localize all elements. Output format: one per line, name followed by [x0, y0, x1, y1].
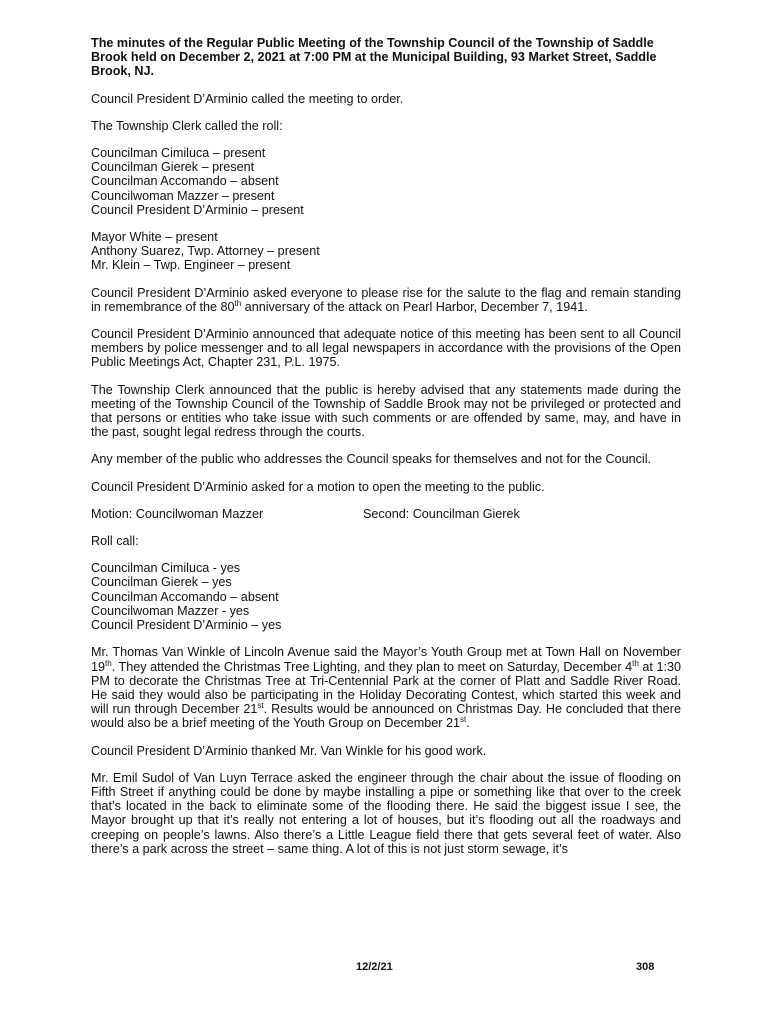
second-text: Second: Councilman Gierek [363, 506, 520, 521]
list-item: Councilman Accomando – absent [91, 589, 279, 604]
list-item: Council President D’Arminio – yes [91, 618, 282, 633]
notice-paragraph: Council President D’Arminio announced that adequate notice of this meeting has been sent to all Council members by police messenger and to all legal newspapers in accordance with the provisions of the Open Public Meetings Act, Chapter 231, P.L. 1975. [91, 327, 681, 370]
ordinal-suffix: th [234, 298, 242, 308]
roll-call-intro: The Township Clerk called the roll: [91, 118, 283, 133]
vote-list [91, 561, 681, 632]
vw-text-3: at 1:30 PM to decorate the Christmas Tree at Tri-Centennial Park at the corner of Platt and Saddle River Road. He said they would also be participating in the Holiday Decorating Contest, which started this week and will run through December 21 [91, 659, 682, 717]
open-public-paragraph: Council President D’Arminio asked for a motion to open the meeting to the public. [91, 479, 545, 494]
list-item: Anthony Suarez, Twp. Attorney – present [91, 244, 320, 259]
page-number: 308 [636, 961, 655, 973]
van-winkle-paragraph [91, 645, 681, 730]
list-item: Mr. Klein – Twp. Engineer – present [91, 258, 291, 273]
list-item: Council President D’Arminio – present [91, 202, 304, 217]
salute-text-a: Council President D’Arminio asked everyone to please rise for the salute to the flag and remain standing in remembrance of the 80 [91, 285, 681, 314]
list-item: Councilwoman Mazzer – present [91, 188, 275, 203]
sudol-paragraph: Mr. Emil Sudol of Van Luyn Terrace asked the engineer through the chair about the issue of flooding on Fifth Street if anything could be done by maybe installing a pipe or something like that over to the creek that’s located in the back to eliminate some of the flooding there. He said the biggest issue I see, the Mayor brought up that it’s really not entering a lot of houses, but it’s flooding out all the roadways and creeping on people’s lawns. Also there’s a Little League field there that gets several feet of water. Also there’s a park across the street – same thing. A lot of this is not just storm sewage, it’s [91, 770, 681, 856]
call-to-order: Council President D’Arminio called the meeting to order. [91, 91, 404, 106]
list-item: Mayor White – present [91, 230, 218, 245]
clerk-statement-paragraph: The Township Clerk announced that the public is hereby advised that any statements made during the meeting of the Township Council of the Township of Saddle Brook may not be privileged or protected and that persons or entities who take issue with such comments or are offended by same, may, and have in the past, sought legal redress through the courts. [91, 382, 681, 440]
vw-text-4: . Results would be announced on Christmas Day. He concluded that there would also be a brief meeting of the Youth Group on December 21 [91, 702, 681, 731]
officials-roll-list [91, 230, 681, 273]
ordinal-suffix: th [632, 658, 639, 668]
document-title: The minutes of the Regular Public Meeting of the Township Council of the Township of Saddle Brook held on December 2, 2021 at 7:00 PM at the Municipal Building, 93 Market Street, Saddle Brook, NJ. [91, 36, 657, 79]
public-member-paragraph: Any member of the public who addresses the Council speaks for themselves and not for the Council. [91, 452, 652, 467]
motion-row [91, 507, 681, 521]
ordinal-suffix: st [459, 715, 467, 725]
list-item: Councilman Accomando – absent [91, 174, 279, 189]
list-item: Councilwoman Mazzer - yes [91, 603, 250, 618]
ordinal-suffix: th [105, 658, 112, 668]
salute-text-b: anniversary of the attack on Pearl Harbor, December 7, 1941. [241, 299, 588, 314]
ordinal-suffix: st [257, 700, 264, 710]
footer-date: 12/2/21 [356, 961, 393, 973]
list-item: Councilman Cimiluca – present [91, 146, 266, 161]
council-roll-list [91, 146, 681, 217]
roll-call-label: Roll call: [91, 534, 139, 549]
vw-text-5: . [466, 716, 470, 731]
vw-text-1: Mr. Thomas Van Winkle of Lincoln Avenue said the Mayor’s Youth Group met at Town Hall on November 19 [91, 645, 681, 674]
motion-text: Motion: Councilwoman Mazzer [91, 506, 264, 521]
minutes-page [91, 36, 681, 869]
vw-text-2: . They attended the Christmas Tree Lighting, and they plan to meet on Saturday, December 4 [111, 659, 633, 674]
thanks-paragraph: Council President D’Arminio thanked Mr. Van Winkle for his good work. [91, 743, 487, 758]
list-item: Councilman Gierek – yes [91, 575, 232, 590]
list-item: Councilman Gierek – present [91, 160, 255, 175]
salute-paragraph [91, 286, 681, 314]
list-item: Councilman Cimiluca - yes [91, 561, 241, 576]
